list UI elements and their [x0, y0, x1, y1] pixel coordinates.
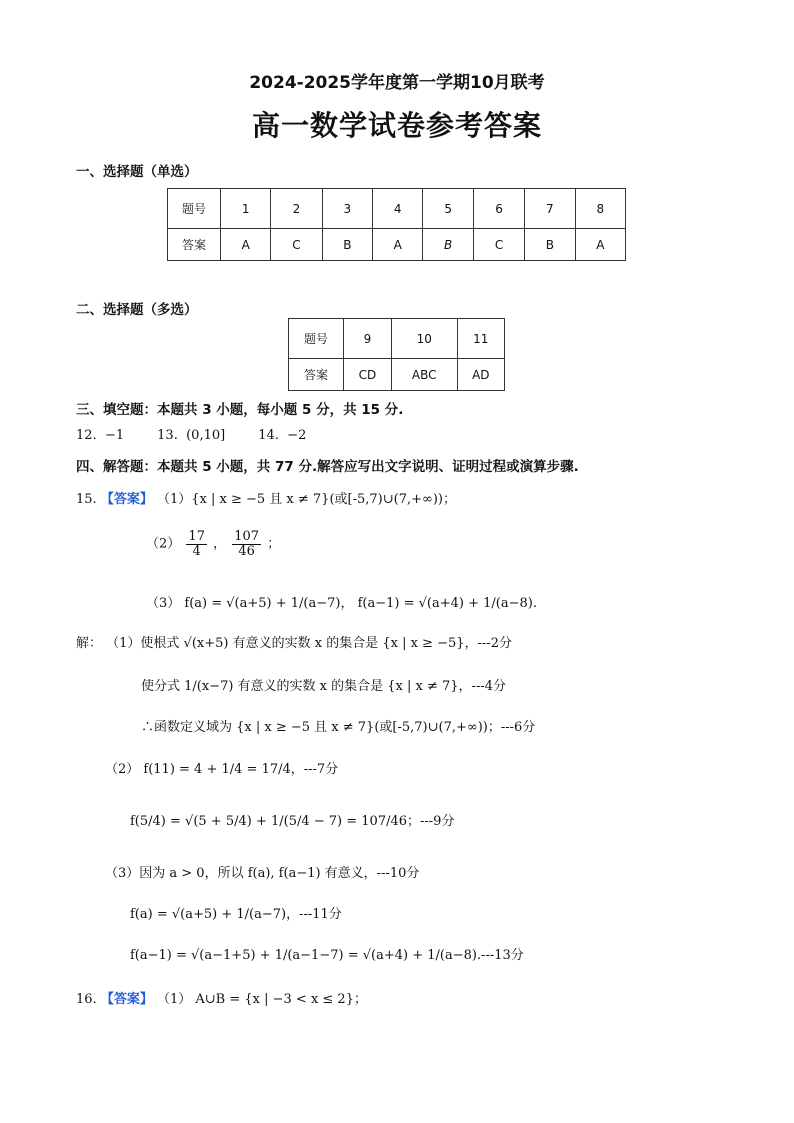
- question-cell: 1: [221, 189, 271, 229]
- question-cell: 11: [457, 319, 504, 359]
- question-cell: 6: [473, 189, 524, 229]
- question-cell: 5: [423, 189, 473, 229]
- answer-text: （1）{x | x ≥ −5 且 x ≠ 7}(或[-5,7)∪(7,+∞))；: [156, 492, 456, 507]
- solution-line-5: f(5/4) = √(5 + 5/4) + 1/(5/4 − 7) = 107/46；---9分: [130, 814, 455, 829]
- question-cell: 3: [322, 189, 372, 229]
- answer-cell: A: [221, 229, 271, 261]
- exam-title: 2024-2025学年度第一学期10月联考: [249, 73, 545, 93]
- fill-blank-answers: 12. −1 13. (0,10] 14. −2: [76, 428, 307, 443]
- section2-heading: 二、选择题（多选）: [76, 302, 198, 318]
- denominator: 46: [238, 543, 255, 559]
- solution-line-8: f(a−1) = √(a−1+5) + 1/(a−1−7) = √(a+4) + 1/(a−8).---13分: [130, 948, 524, 963]
- part-label: （2）: [146, 536, 181, 552]
- answer-cell: B: [322, 229, 372, 261]
- solution-line-2: 使分式 1/(x−7) 有意义的实数 x 的集合是 {x | x ≠ 7}，---4分: [141, 679, 507, 694]
- question-cell: 10: [391, 319, 457, 359]
- answer-cell: AD: [457, 359, 504, 391]
- single-choice-table: [167, 188, 626, 261]
- question-number: 15.: [76, 492, 97, 507]
- question-cell: 9: [344, 319, 392, 359]
- question-number: 16.: [76, 992, 97, 1007]
- answer-row: [289, 359, 505, 391]
- question-cell: 7: [525, 189, 575, 229]
- q15-answer-2: [146, 530, 280, 558]
- numerator: 17: [188, 529, 205, 544]
- question-row: [289, 319, 505, 359]
- denominator: 4: [192, 543, 201, 559]
- separator: ，: [213, 536, 227, 552]
- row-label: 答案: [168, 229, 221, 261]
- solution-text: （1）使根式 √(x+5) 有意义的实数 x 的集合是 {x | x ≥ −5}，---2分: [106, 636, 512, 651]
- answer-cell: B: [423, 229, 473, 261]
- solution-line-7: f(a) = √(a+5) + 1/(a−7)，---11分: [130, 907, 342, 922]
- q16-answer-1: [76, 988, 367, 1007]
- answer-cell: A: [373, 229, 423, 261]
- answer-text: （1） A∪B = {x | −3 < x ≤ 2}；: [156, 992, 367, 1007]
- terminator: ；: [267, 536, 281, 552]
- solution-line-4: （2） f(11) = 4 + 1/4 = 17/4，---7分: [105, 762, 339, 777]
- question-row: [168, 189, 626, 229]
- answer-tag: 【答案】: [100, 492, 153, 507]
- question-cell: 8: [575, 189, 625, 229]
- fraction: [186, 530, 207, 558]
- multi-choice-table: [288, 318, 505, 391]
- q15-answer-1: [76, 488, 456, 507]
- section3-heading: 三、填空题：本题共 3 小题，每小题 5 分，共 15 分.: [76, 402, 404, 418]
- q15-answer-3: （3） f(a) = √(a+5) + 1/(a−7)， f(a−1) = √(a+4) + 1/(a−8).: [146, 596, 537, 611]
- numerator: 107: [234, 529, 260, 544]
- solution-prefix: 解：: [76, 636, 103, 651]
- answer-tag: 【答案】: [100, 992, 153, 1007]
- fraction: [232, 530, 261, 558]
- answer-key-title: 高一数学试卷参考答案: [251, 109, 542, 142]
- answer-cell: ABC: [391, 359, 457, 391]
- question-cell: 2: [271, 189, 322, 229]
- solution-line-3: ∴函数定义域为 {x | x ≥ −5 且 x ≠ 7}(或[-5,7)∪(7,+∞))；---6分: [141, 720, 536, 735]
- question-cell: 4: [373, 189, 423, 229]
- solution-line-6: （3）因为 a > 0，所以 f(a), f(a−1) 有意义，---10分: [105, 866, 420, 881]
- answer-cell: C: [473, 229, 524, 261]
- answer-row: [168, 229, 626, 261]
- row-label: 题号: [168, 189, 221, 229]
- answer-cell: A: [575, 229, 625, 261]
- section1-heading: 一、选择题（单选）: [76, 164, 198, 180]
- row-label: 题号: [289, 319, 344, 359]
- row-label: 答案: [289, 359, 344, 391]
- section4-heading: 四、解答题：本题共 5 小题，共 77 分.解答应写出文字说明、证明过程或演算步骤.: [76, 459, 579, 475]
- answer-cell: C: [271, 229, 322, 261]
- answer-cell: B: [525, 229, 575, 261]
- answer-cell: CD: [344, 359, 392, 391]
- solution-line-1: [76, 632, 512, 651]
